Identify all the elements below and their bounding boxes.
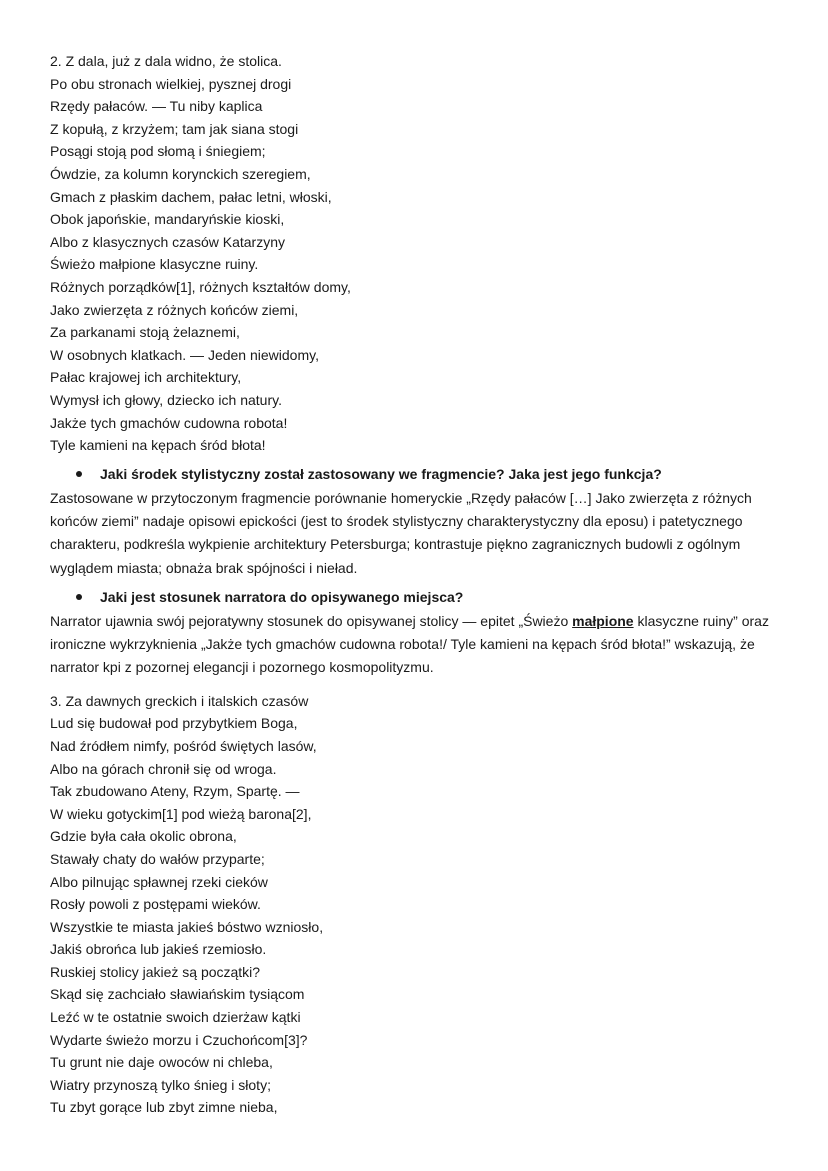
bullet-icon bbox=[76, 594, 82, 600]
verse-line: W wieku gotyckim[1] pod wieżą barona[2], bbox=[50, 805, 312, 822]
verse-line: Wymysł ich głowy, dziecko ich natury. bbox=[50, 391, 282, 408]
verse-line: Skąd się zachciało sławiańskim tysiącom bbox=[50, 986, 305, 1003]
verse-line: Wiatry przynoszą tylko śnieg i słoty; bbox=[50, 1076, 271, 1093]
verse-line: Ówdzie, za kolumn korynckich szeregiem, bbox=[50, 165, 311, 182]
answer-1: Zastosowane w przytoczonym fragmencie porównanie homeryckie „Rzędy pałaców […] Jako zwierzęta z różnych końców ziemi” nadaje opisowi epickości (jest to środek stylistyczny charakterystyczny dla eposu) i patetycznego charakteru, podkreśla wykpienie architektury Petersburga; kontrastuje piękno zagranicznych budowli z ogólnym wyglądem miasta; obnaża brak spójności i nieład. bbox=[50, 489, 752, 576]
section-gap bbox=[50, 680, 788, 690]
verse-line: Rosły powoli z postępami wieków. bbox=[50, 896, 261, 913]
question-2 bbox=[50, 584, 788, 610]
question-1 bbox=[50, 461, 788, 487]
verse-line: Albo z klasycznych czasów Katarzyny bbox=[50, 233, 285, 250]
poem-fragment-2 bbox=[50, 50, 788, 457]
verse-line: Różnych porządków[1], różnych kształtów domy, bbox=[50, 278, 351, 295]
verse-line: Jakiś obrońca lub jakieś rzemiosło. bbox=[50, 941, 267, 958]
verse-line: Tu zbyt gorące lub zbyt zimne nieba, bbox=[50, 1099, 278, 1116]
answer-2-part-2: klasyczne ruiny” oraz ironiczne wykrzyknienia „Jakże tych gmachów cudowna robota!/ Tyle kamieni na kępach śród błota!” wskazują, że narrator kpi z pozornej elegancji i pozornego kosmopolityzmu. bbox=[50, 612, 769, 676]
verse-line: Albo na górach chronił się od wroga. bbox=[50, 760, 277, 777]
verse-line: Z kopułą, z krzyżem; tam jak siana stogi bbox=[50, 120, 299, 137]
verse-line: 2. Z dala, już z dala widno, że stolica. bbox=[50, 53, 282, 69]
verse-line: Świeżo małpione klasyczne ruiny. bbox=[50, 256, 259, 273]
verse-line: 3. Za dawnych greckich i italskich czasów bbox=[50, 692, 309, 709]
verse-line: Obok japońskie, mandaryńskie kioski, bbox=[50, 211, 285, 228]
question-2-text: Jaki jest stosunek narratora do opisywanego miejsca? bbox=[100, 588, 464, 605]
verse-line: Lud się budował pod przybytkiem Boga, bbox=[50, 715, 298, 732]
verse-line: Za parkanami stoją żelaznemi, bbox=[50, 324, 240, 341]
verse-line: Jako zwierzęta z różnych końców ziemi, bbox=[50, 301, 299, 318]
verse-line: Tyle kamieni na kępach śród błota! bbox=[50, 437, 266, 454]
verse-line: Gdzie była cała okolic obrona, bbox=[50, 828, 237, 845]
verse-line: Rzędy pałaców. — Tu niby kaplica bbox=[50, 98, 263, 115]
verse-line: Jakże tych gmachów cudowna robota! bbox=[50, 414, 288, 431]
verse-line: Tak zbudowano Ateny, Rzym, Spartę. — bbox=[50, 783, 300, 800]
answer-2 bbox=[50, 610, 788, 680]
verse-line: Nad źródłem nimfy, pośród świętych lasów, bbox=[50, 737, 317, 754]
verse-line: Wydarte świeżo morzu i Czuchońcom[3]? bbox=[50, 1031, 308, 1048]
answer-2-part-1: Narrator ujawnia swój pejoratywny stosunek do opisywanej stolicy — epitet „Świeżo bbox=[50, 612, 573, 629]
verse-line: Posągi stoją pod słomą i śniegiem; bbox=[50, 143, 266, 160]
verse-line: Po obu stronach wielkiej, pysznej drogi bbox=[50, 75, 292, 92]
verse-line: Wszystkie te miasta jakieś bóstwo wzniosło, bbox=[50, 918, 324, 935]
poem-fragment-3 bbox=[50, 690, 788, 1119]
verse-line: Tu grunt nie daje owoców ni chleba, bbox=[50, 1054, 273, 1071]
verse-line: Gmach z płaskim dachem, pałac letni, włoski, bbox=[50, 188, 332, 205]
bullet-icon bbox=[76, 471, 82, 477]
verse-line: Leźć w te ostatnie swoich dzierżaw kątki bbox=[50, 1009, 301, 1026]
verse-line: Ruskiej stolicy jakież są początki? bbox=[50, 963, 261, 980]
verse-line: Stawały chaty do wałów przyparte; bbox=[50, 850, 265, 867]
verse-line: Pałac krajowej ich architektury, bbox=[50, 369, 242, 386]
answer-2-emphasis: małpione bbox=[572, 612, 634, 629]
question-1-text: Jaki środek stylistyczny został zastosowany we fragmencie? Jaka jest jego funkcja? bbox=[100, 465, 662, 482]
verse-line: W osobnych klatkach. — Jeden niewidomy, bbox=[50, 346, 319, 363]
verse-line: Albo pilnując spławnej rzeki cieków bbox=[50, 873, 268, 890]
